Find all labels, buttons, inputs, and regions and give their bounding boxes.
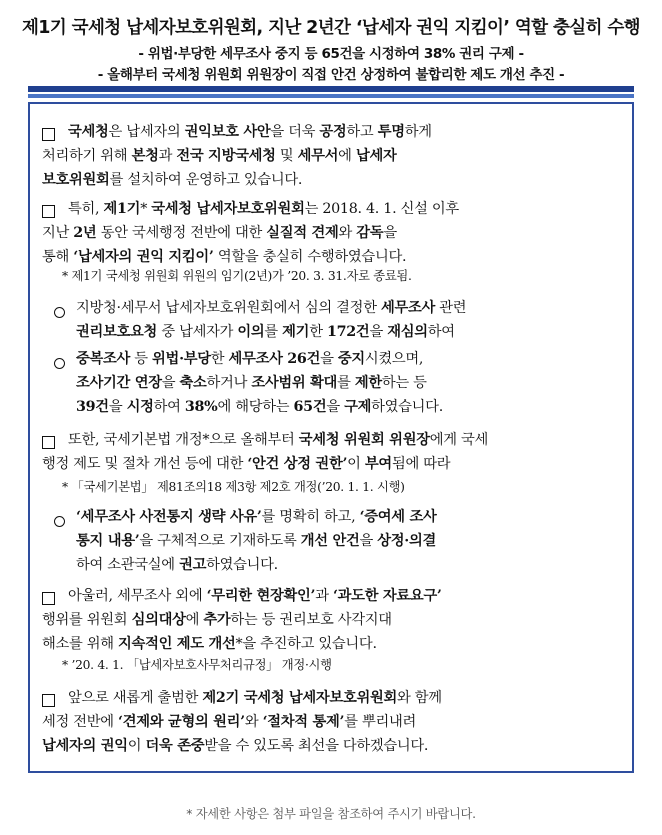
- paragraph-8-line-2: 세정 전반에 ‘견제와 균형의 원리’와 ‘절차적 통제’를 뿌리내려: [42, 714, 417, 730]
- header-rule-light: [28, 94, 634, 98]
- paragraph-8: [42, 686, 442, 758]
- checkbox-marker: [42, 124, 55, 148]
- circle-marker: [54, 352, 65, 376]
- paragraph-1-line-2: 처리하기 위해 본청과 전국 지방국세청 및 세무서에 납세자: [42, 148, 397, 164]
- paragraph-7-line-3: 해소를 위해 지속적인 제도 개선*을 추진하고 있습니다.: [42, 636, 377, 652]
- paragraph-2-line-3: 통해 ‘납세자의 권익 지킴이’ 역할을 충실히 수행하였습니다.: [42, 249, 407, 265]
- subtitle-2: - 올해부터 국세청 위원회 위원장이 직접 안건 상정하여 불합리한 제도 개선 추진 -: [97, 67, 565, 83]
- footnote-5: * 「국세기본법」 제81조의18 제3항 제2호 개정(’20. 1. 1. 시행): [62, 480, 405, 494]
- circle-marker: [54, 510, 65, 534]
- paragraph-4-line-2: 조사기간 연장을 축소하거나 조사범위 확대를 제한하는 등: [76, 375, 427, 391]
- checkbox-marker: [42, 690, 55, 714]
- paragraph-2-line-2: 지난 2년 동안 국세행정 전반에 대한 실질적 견제와 감독을: [42, 225, 397, 241]
- paragraph-8-line-1: 앞으로 새롭게 출범한 제2기 국세청 납세자보호위원회와 함께: [68, 690, 442, 706]
- paragraph-5: [42, 428, 489, 476]
- paragraph-8-line-3: 납세자의 권익이 더욱 존중받을 수 있도록 최선을 다하겠습니다.: [42, 738, 429, 754]
- paragraph-1-line-1: 국세청은 납세자의 권익보호 사안을 더욱 공정하고 투명하게: [68, 124, 432, 140]
- paragraph-5-line-2: 행정 제도 및 절차 개선 등에 대한 ‘안건 상정 권한’이 부여됨에 따라: [42, 456, 451, 472]
- paragraph-6: [76, 505, 436, 577]
- paragraph-6-line-2: 통지 내용’을 구체적으로 기재하도록 개선 안건을 상정·의결: [76, 533, 436, 549]
- paragraph-2: [42, 197, 459, 269]
- paragraph-5-line-1: 또한, 국세기본법 개정*으로 올해부터 국세청 위원회 위원장에게 국세: [68, 432, 489, 448]
- paragraph-4: [76, 347, 443, 419]
- paragraph-6-line-3: 하여 소관국실에 권고하였습니다.: [76, 557, 278, 573]
- subtitle-1: - 위법·부당한 세무조사 중지 등 65건을 시정하여 38% 권리 구제 -: [138, 46, 524, 62]
- paragraph-3-line-1: 지방청·세무서 납세자보호위원회에서 심의 결정한 세무조사 관련: [76, 300, 467, 316]
- page-title: 제1기 국세청 납세자보호위원회, 지난 2년간 ‘납세자 권익 지킴이’ 역할 충실히 수행: [22, 18, 640, 38]
- checkbox-marker: [42, 201, 55, 225]
- paragraph-2-line-1: 특히, 제1기* 국세청 납세자보호위원회는 2018. 4. 1. 신설 이후: [68, 201, 459, 217]
- paragraph-3-line-2: 권리보호요청 중 납세자가 이의를 제기한 172건을 재심의하여: [76, 324, 455, 340]
- paragraph-7-line-1: 아울러, 세무조사 외에 ‘무리한 현장확인’과 ‘과도한 자료요구’: [68, 588, 442, 604]
- circle-marker: [54, 301, 65, 325]
- paragraph-7-line-2: 행위를 위원회 심의대상에 추가하는 등 권리보호 사각지대: [42, 612, 392, 628]
- paragraph-3: [76, 296, 466, 344]
- paragraph-4-line-1: 중복조사 등 위법·부당한 세무조사 26건을 중지시켰으며,: [76, 351, 424, 367]
- paragraph-7: [42, 584, 442, 656]
- footnote-7: * ’20. 4. 1. 「납세자보호사무처리규정」 개정·시행: [62, 658, 332, 672]
- paragraph-6-line-1: ‘세무조사 사전통지 생략 사유’를 명확히 하고, ‘증여세 조사: [76, 509, 437, 525]
- paragraph-4-line-3: 39건을 시정하여 38%에 해당하는 65건을 구제하였습니다.: [76, 399, 443, 415]
- footer-note: * 자세한 사항은 첨부 파일을 참조하여 주시기 바랍니다.: [186, 807, 476, 821]
- checkbox-marker: [42, 588, 55, 612]
- paragraph-1: [42, 120, 432, 192]
- footnote-2: * 제1기 국세청 위원회 위원의 임기(2년)가 ’20. 3. 31.자로 종료됨.: [62, 269, 412, 283]
- checkbox-marker: [42, 432, 55, 456]
- paragraph-1-line-3: 보호위원회를 설치하여 운영하고 있습니다.: [42, 172, 303, 188]
